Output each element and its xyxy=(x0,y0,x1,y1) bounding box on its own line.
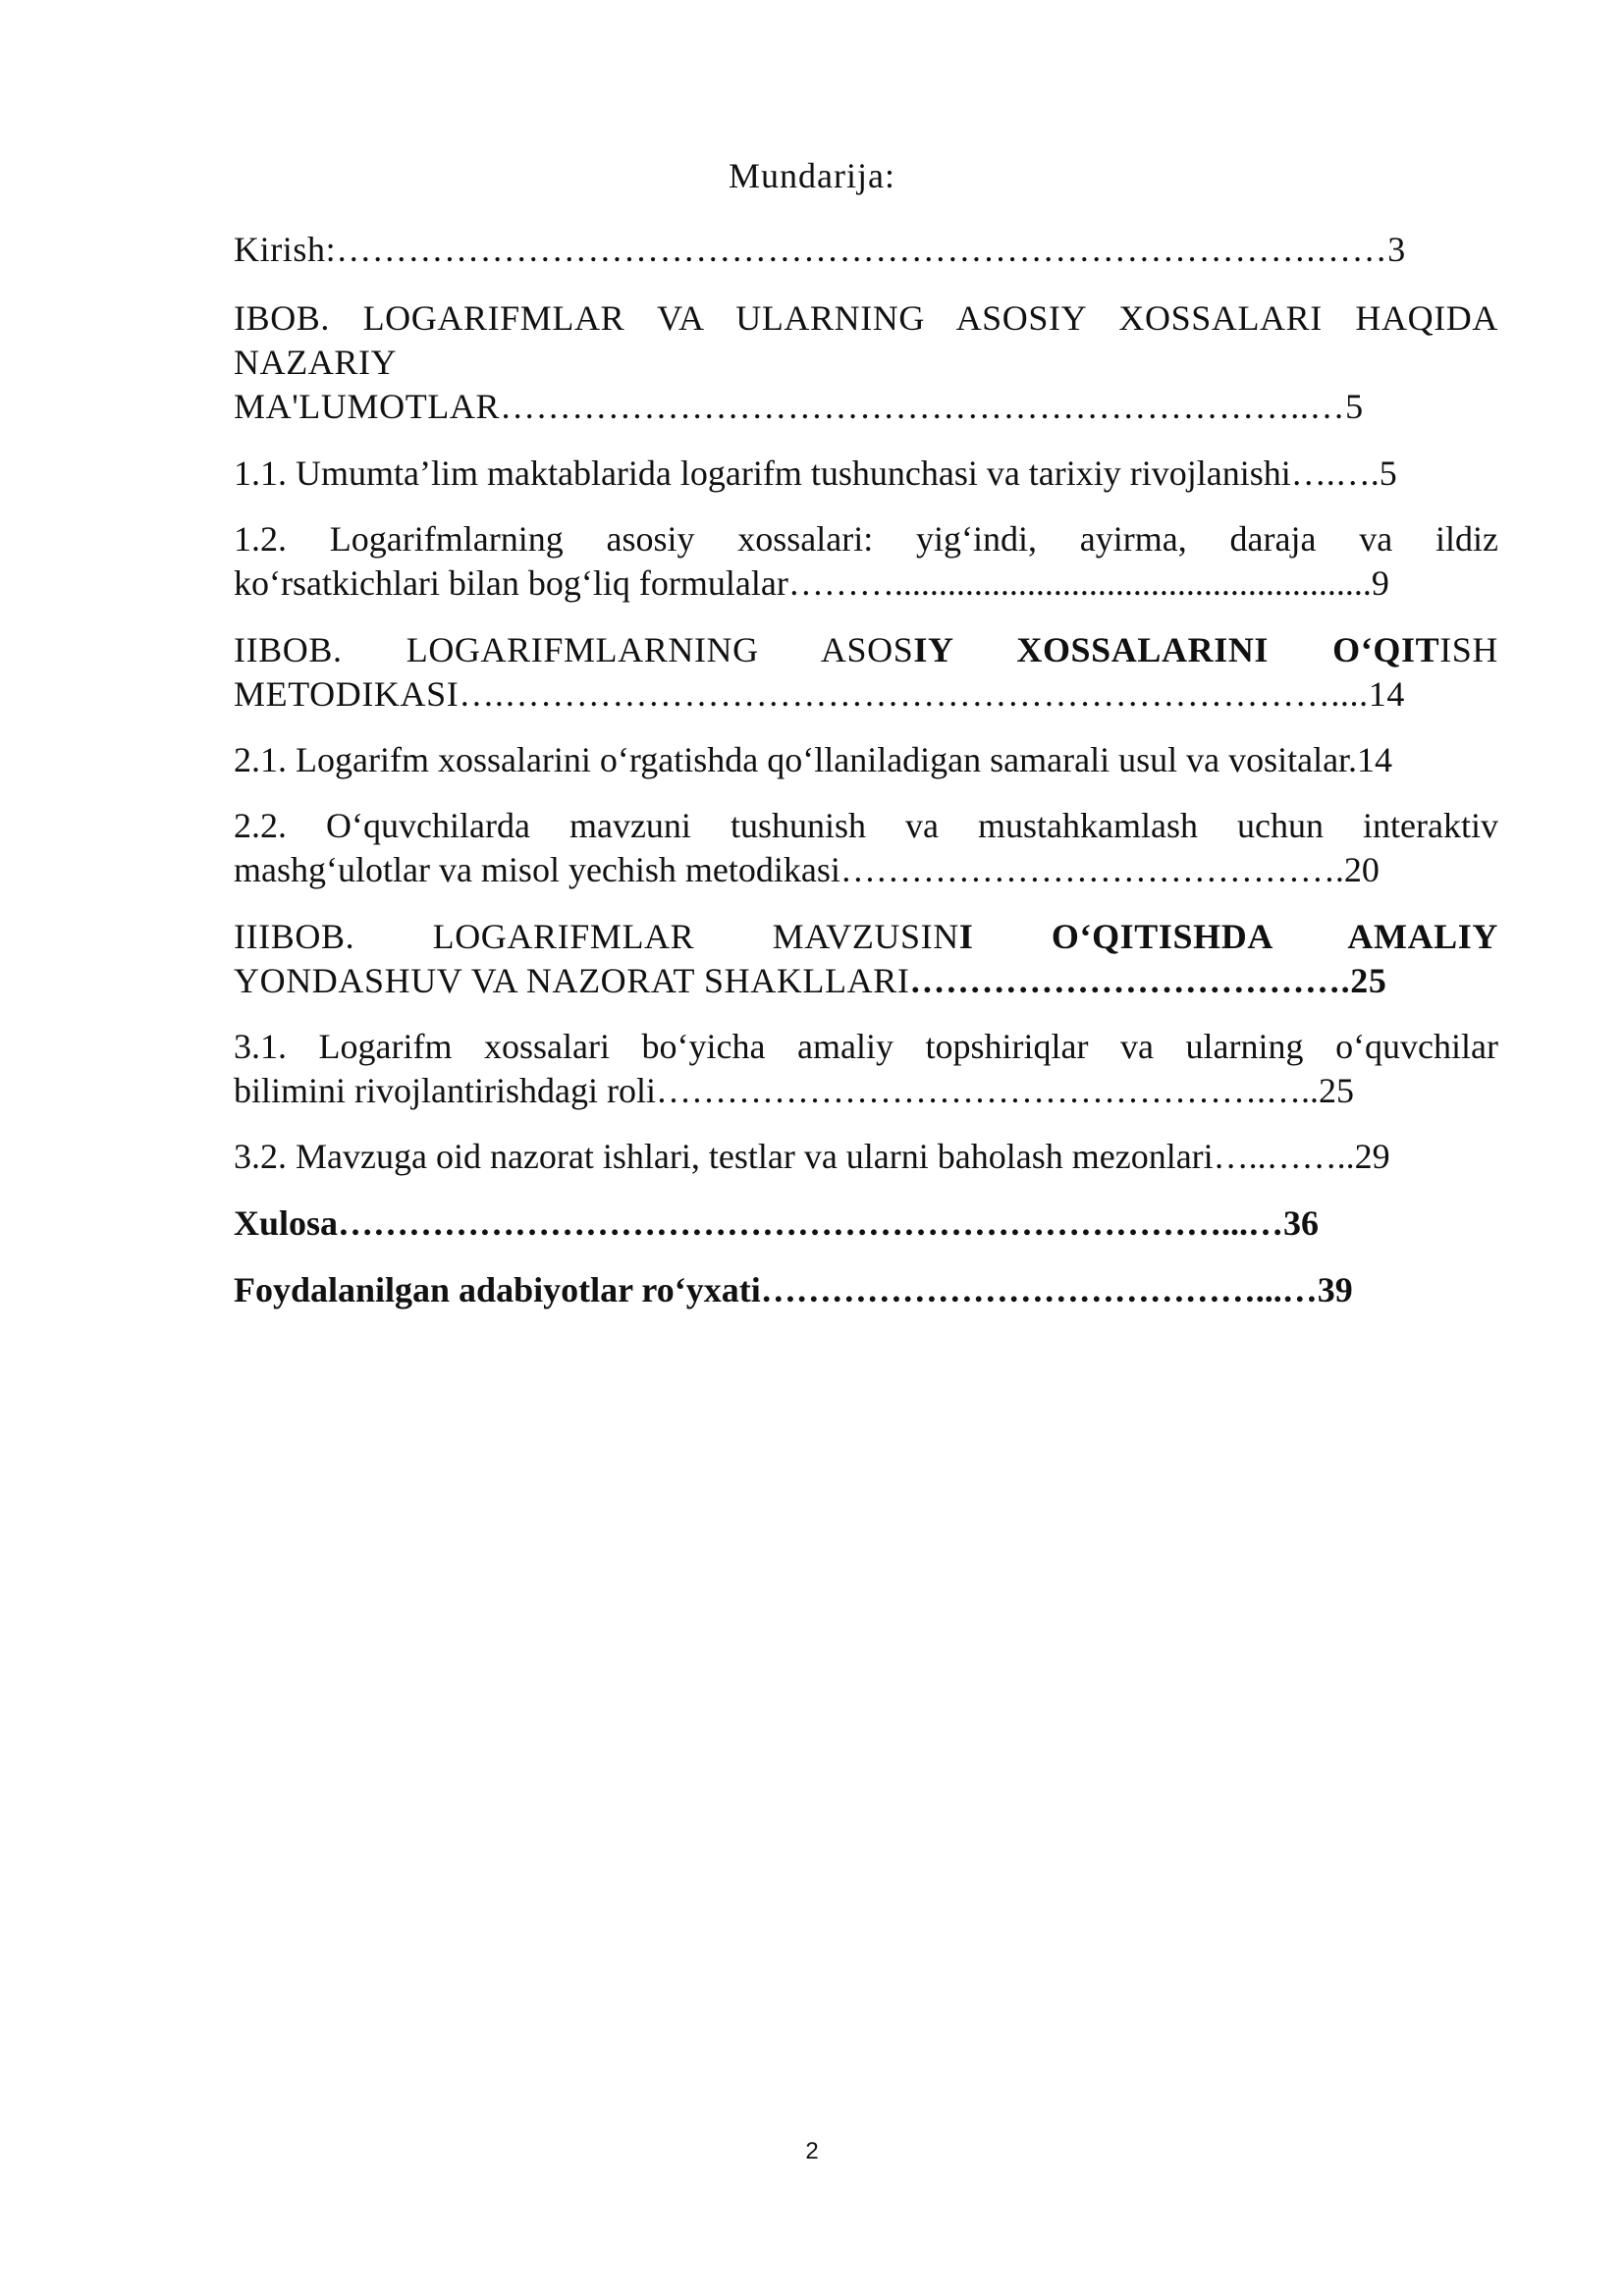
toc-entry-fragment: YONDASHUV VA NAZORAT SHAKLLARI xyxy=(234,961,910,1000)
page-title: Mundarija: xyxy=(729,156,895,195)
toc-entry-section-1-1[interactable] xyxy=(234,452,1498,496)
toc-entry-text: 3.2. Mavzuga oid nazorat ishlari, testlar va ularni baholash mezonlari…..……..29 xyxy=(234,1137,1390,1176)
toc-entry-fragment: IIBOB. LOGARIFMLARNING ASOS xyxy=(234,630,914,669)
toc-entry-fragment: ISH xyxy=(1439,630,1498,669)
toc-entry-fragment-bold: IY XOSSALARINI O‘QIT xyxy=(913,630,1440,669)
toc-entry-fragment: IIIBOB. LOGARIFMLAR MAVZUSIN xyxy=(234,917,959,956)
toc-entry-line: ko‘rsatkichlari bilan bog‘liq formulalar………......................................................9 xyxy=(234,563,1389,603)
toc-entry-line xyxy=(234,628,1498,672)
toc-entry-line xyxy=(234,959,1498,1003)
toc-entry-section-3-1[interactable] xyxy=(234,1025,1498,1113)
toc-entry-chapter-1[interactable] xyxy=(234,296,1498,429)
toc-entry-line: METODIKASI….……………………………………………………………....14 xyxy=(234,674,1405,714)
toc-entry-line xyxy=(234,915,1498,959)
toc-entry-text: 2.1. Logarifm xossalarini o‘rgatishda qo‘llaniladigan samarali usul va vositalar.14 xyxy=(234,740,1393,779)
toc-entry-text: Xulosa…………………………………………………………………...…36 xyxy=(234,1203,1320,1243)
page-number: 2 xyxy=(805,2138,819,2164)
toc-entry-line: 1.2. Logarifmlarning asosiy xossalari: yig‘indi, ayirma, daraja va ildiz xyxy=(234,519,1498,559)
toc-entry-introduction[interactable] xyxy=(234,228,1498,272)
toc-entry-line: NAZARIY xyxy=(234,343,398,382)
toc-entry-section-1-2[interactable] xyxy=(234,517,1498,606)
toc-entry-section-2-1[interactable] xyxy=(234,738,1498,782)
toc-entry-section-3-2[interactable] xyxy=(234,1135,1498,1179)
toc-entry-text: Kirish:……………………………………………………………………….……3 xyxy=(234,230,1406,269)
toc-entry-chapter-3[interactable] xyxy=(234,915,1498,1003)
toc-entry-line: 2.2. O‘quvchilarda mavzuni tushunish va mustahkamlash uchun interaktiv xyxy=(234,806,1498,845)
toc-entry-line: mashg‘ulotlar va misol yechish metodikasi…………………………………….20 xyxy=(234,850,1380,889)
toc-entry-text: 1.1. Umumta’lim maktablarida logarifm tushunchasi va tarixiy rivojlanishi….….5 xyxy=(234,454,1397,493)
toc-entry-text: Foydalanilgan adabiyotlar ro‘yxati……………………………………...…39 xyxy=(234,1270,1353,1309)
toc-entry-references[interactable] xyxy=(234,1268,1498,1312)
toc-entry-line: IBOB. LOGARIFMLAR VA ULARNING ASOSIY XOSSALARI HAQIDA xyxy=(234,298,1498,338)
toc-entry-line: MA'LUMOTLAR…………………………………………………………..…5 xyxy=(234,387,1364,426)
toc-entry-conclusion[interactable] xyxy=(234,1201,1498,1246)
toc-entry-section-2-2[interactable] xyxy=(234,804,1498,892)
toc-entry-line: 3.1. Logarifm xossalari bo‘yicha amaliy topshiriqlar va ularning o‘quvchilar xyxy=(234,1027,1498,1066)
toc-entry-fragment-bold: ……………………………….25 xyxy=(909,961,1387,1000)
toc-entry-fragment-bold: I O‘QITISHDA AMALIY xyxy=(958,917,1498,956)
toc-entry-line: bilimini rivojlantirishdagi roli…………………………………………….…..25 xyxy=(234,1071,1354,1110)
toc-entry-chapter-2[interactable] xyxy=(234,628,1498,717)
